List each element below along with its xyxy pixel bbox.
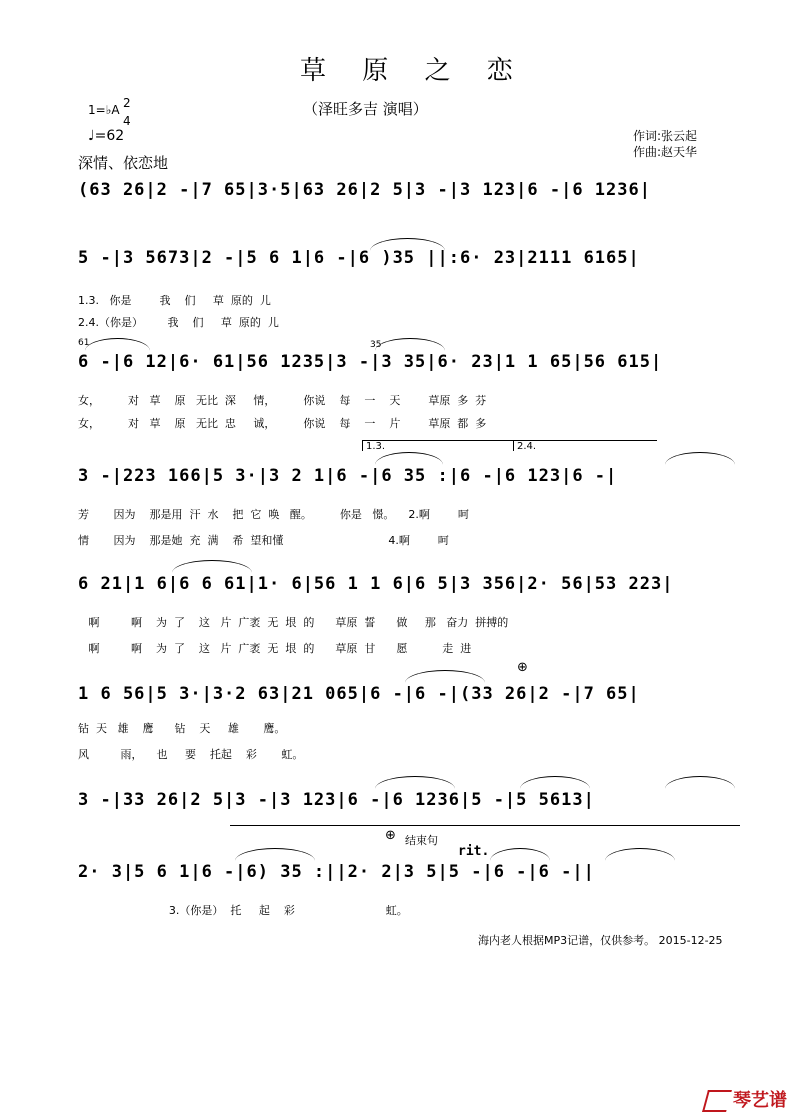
slur bbox=[490, 848, 550, 861]
lyrics-line-6-verse-2: 风 雨， 也 要 托起 彩 虹。 bbox=[78, 748, 304, 761]
notation-line-1: (63 26|2 -|7 65|3·5|63 26|2 5|3 -|3 123|6 -|6 1236| bbox=[78, 180, 651, 200]
lyrics-line-4-verse-2: 情 因为 那是她 充 满 希 望和懂 4.啊 呵 bbox=[78, 534, 449, 547]
composer: 作曲:赵天华 bbox=[633, 145, 698, 159]
time-signature-bottom: 4 bbox=[123, 114, 131, 128]
volta-bracket-2: 2.4. bbox=[513, 440, 657, 451]
ritardando-marking: rit. bbox=[458, 844, 490, 859]
performer-subtitle: （泽旺多吉 演唱） bbox=[303, 100, 428, 118]
lyrics-line-2-verse-2: 2.4.（你是） 我 们 草 原的 儿 bbox=[78, 316, 279, 329]
slur bbox=[375, 338, 445, 351]
notation-line-5: 6 21|1 6|6 6 61|1· 6|56 1 1 6|6 5|3 356|2· 56|53 223| bbox=[78, 574, 674, 594]
brand-logo bbox=[705, 1086, 787, 1112]
volta-bracket-1: 1.3. bbox=[362, 440, 514, 451]
brand-icon bbox=[702, 1090, 732, 1112]
slur bbox=[375, 776, 455, 789]
lyrics-line-3-verse-2: 女， 对 草 原 无比 忠 诚， 你说 每 一 片 草原 都 多 bbox=[78, 417, 487, 430]
coda-label: 结束句 bbox=[405, 834, 438, 847]
slur bbox=[85, 338, 150, 351]
grace-note: 61 bbox=[78, 338, 90, 348]
coda-sign-icon: ⊕ bbox=[385, 828, 396, 843]
notation-line-8: 2· 3|5 6 1|6 -|6) 35 :||2· 2|3 5|5 -|6 -|6 -|| bbox=[78, 862, 595, 882]
notation-line-4: 3 -|223 166|5 3·|3 2 1|6 -|6 35 :|6 -|6 123|6 -| bbox=[78, 466, 618, 486]
lyrics-line-3-verse-1: 女， 对 草 原 无比 深 情， 你说 每 一 天 草原 多 芬 bbox=[78, 394, 487, 407]
slur bbox=[605, 848, 675, 861]
lyrics-line-4-verse-1: 芳 因为 那是用 汗 水 把 它 唤 醒。 你是 憬。 2.啊 呵 bbox=[78, 508, 469, 521]
slur bbox=[520, 776, 590, 789]
lyrics-line-6-verse-1: 钻 天 雄 鹰 钻 天 雄 鹰。 bbox=[78, 722, 286, 735]
notation-line-2: 5 -|3 5673|2 -|5 6 1|6 -|6 )35 ||:6· 23|2111 6165| bbox=[78, 248, 640, 268]
time-signature-top: 2 bbox=[123, 96, 131, 110]
notation-line-6: 1 6 56|5 3·|3·2 63|21 065|6 -|6 -|(33 26|2 -|7 65| bbox=[78, 684, 640, 704]
page-title: 草 原 之 恋 bbox=[300, 56, 527, 86]
lyrics-line-5-verse-1: 啊 啊 为 了 这 片 广袤 无 垠 的 草原 誓 做 那 奋力 拼搏的 bbox=[78, 616, 509, 629]
coda-bracket bbox=[230, 825, 740, 827]
slur bbox=[665, 776, 735, 789]
slur bbox=[235, 848, 315, 861]
notation-line-7: 3 -|33 26|2 5|3 -|3 123|6 -|6 1236|5 -|5 5613| bbox=[78, 790, 595, 810]
slur bbox=[172, 560, 252, 573]
grace-note: 35 bbox=[370, 340, 382, 350]
tempo-marking: ♩=62 bbox=[88, 128, 125, 144]
key-signature: 1=♭A bbox=[88, 103, 120, 117]
lyrics-line-2-verse-1: 1.3. 你是 我 们 草 原的 儿 bbox=[78, 294, 271, 307]
notation-line-3: 6 -|6 12|6· 61|56 1235|3 -|3 35|6· 23|1 1 65|56 615| bbox=[78, 352, 663, 372]
slur bbox=[375, 452, 443, 465]
coda-sign-icon: ⊕ bbox=[517, 660, 528, 675]
slur bbox=[405, 670, 485, 683]
lyricist: 作词:张云起 bbox=[633, 129, 698, 143]
transcription-note: 海内老人根据MP3记谱，仅供参考。 2015-12-25 bbox=[478, 934, 723, 947]
brand-name: 琴艺谱 bbox=[733, 1090, 787, 1111]
slur bbox=[665, 452, 735, 465]
expression-marking: 深情、依恋地 bbox=[78, 154, 169, 172]
lyrics-line-5-verse-2: 啊 啊 为 了 这 片 广袤 无 垠 的 草原 甘 愿 走 进 bbox=[78, 642, 472, 655]
lyrics-line-8: 3.（你是） 托 起 彩 虹。 bbox=[78, 904, 408, 917]
